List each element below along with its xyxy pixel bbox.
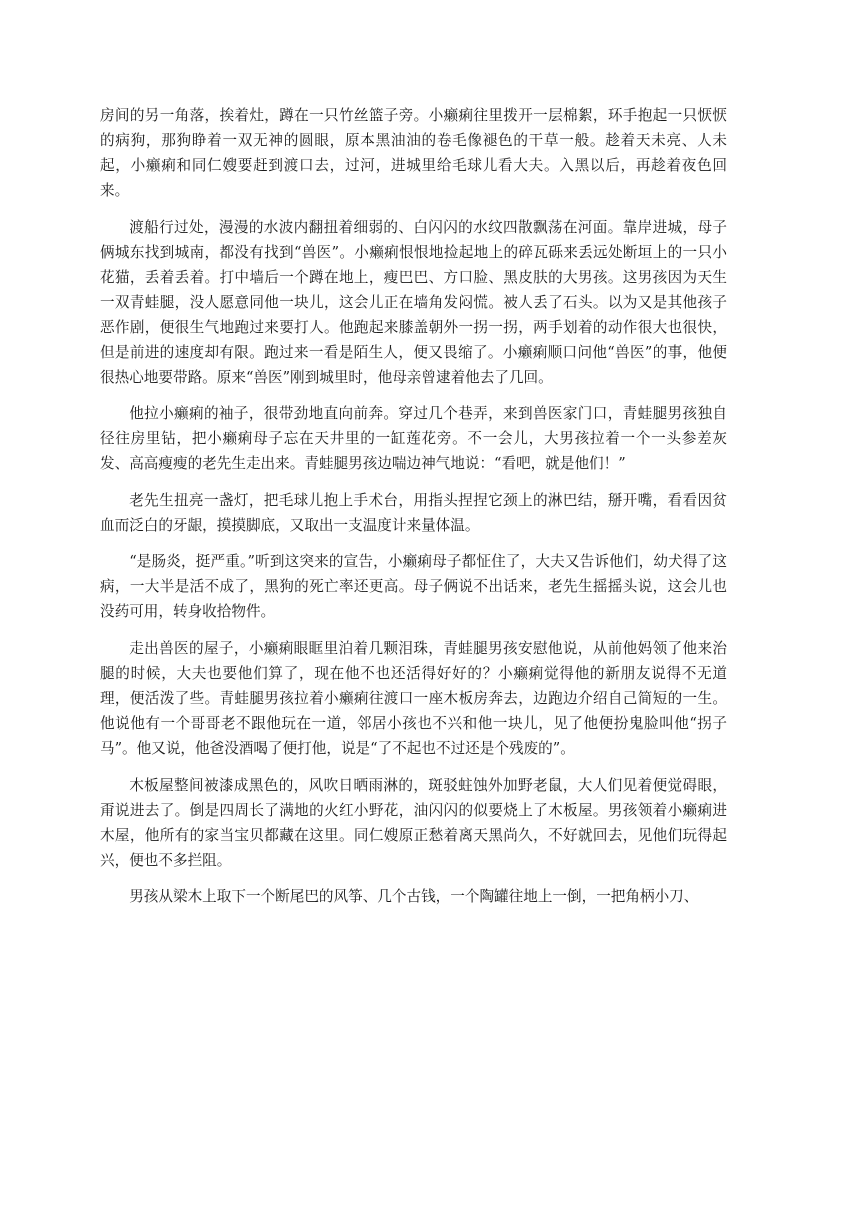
document-body: [100, 103, 727, 921]
paragraph-2: 渡船行过处，漫漫的水波内翻扭着细弱的、白闪闪的水纹四散飘荡在河面。靠岸进城，母子俩城东找到城南，都没有找到“兽医”。小癞痢恨恨地捡起地上的碎瓦砾来丢远处断垣上的一只小花猫，丢着丢着。打中墙后一个蹲在地上，瘦巴巴、方口脸、黑皮肤的大男孩。这男孩因为天生一双青蛙腿，没人愿意同他一块儿，这会儿正在墙角发闷慌。被人丢了石头。以为又是其他孩子恶作剧，便很生气地跑过来要打人。他跑起来膝盖朝外一拐一拐，两手划着的动作很大也很快，但是前进的速度却有限。跑过来一看是陌生人，便又畏缩了。小癞痢顺口问他“兽医”的事，他便很热心地要带路。原来“兽医”刚到城里时，他母亲曾逮着他去了几回。: [100, 218, 727, 386]
paragraph-3: 他拉小癞痢的袖子，很带劲地直向前奔。穿过几个巷弄，来到兽医家门口，青蛙腿男孩独自径往房里钻，把小癞痢母子忘在天井里的一缸莲花旁。不一会儿，大男孩拉着一个一头参差灰发、高高瘦瘦的老先生走出来。青蛙腿男孩边喘边神气地说：“看吧，就是他们！”: [100, 405, 727, 473]
paragraph-5: “是肠炎，挺严重。”听到这突来的宣告，小癞痢母子都怔住了，大夫又告诉他们，幼犬得了这病，一大半是活不成了，黑狗的死亡率还更高。母子俩说不出话来，老先生摇摇头说，这会儿也没药可用，转身收拾物件。: [100, 553, 727, 621]
paragraph-7: 木板屋整间被漆成黑色的，风吹日晒雨淋的，斑驳蛀蚀外加野老鼠，大人们见着便觉碍眼，甭说进去了。倒是四周长了满地的火红小野花，油闪闪的似要烧上了木板屋。男孩领着小癞痢进木屋，他所有的家当宝贝都藏在这里。同仁嫂原正愁着离天黑尚久，不好就回去，见他们玩得起兴，便也不多拦阻。: [100, 776, 727, 869]
paragraph-4: 老先生扭亮一盏灯，把毛球儿抱上手术台，用指头捏捏它颈上的淋巴结，掰开嘴，看看因贫血而泛白的牙龈，摸摸脚底，又取出一支温度计来量体温。: [100, 491, 727, 534]
paragraph-1: 房间的另一角落，挨着灶，蹲在一只竹丝篮子旁。小癞痢往里拨开一层棉絮，环手抱起一只恹恹的病狗，那狗睁着一双无神的圆眼，原本黑油油的卷毛像褪色的干草一般。趁着天未亮、人未起，小癞痢和同仁嫂要赶到渡口去，过河，进城里给毛球儿看大夫。入黑以后，再趁着夜色回来。: [100, 107, 727, 199]
paragraph-6: 走出兽医的屋子，小癞痢眼眶里泊着几颗泪珠，青蛙腿男孩安慰他说，从前他妈领了他来治腿的时候，大夫也要他们算了，现在他不也还活得好好的？小癞痢觉得他的新朋友说得不无道理，便活泼了些。青蛙腿男孩拉着小癞痢往渡口一座木板房奔去，边跑边介绍自己简短的一生。他说他有一个哥哥老不跟他玩在一道，邻居小孩也不兴和他一块儿，见了他便扮鬼脸叫他“拐子马”。他又说，他爸没酒喝了便打他，说是“了不起也不过还是个残废的”。: [100, 639, 727, 757]
paragraph-8: 男孩从梁木上取下一个断尾巴的风筝、几个古钱，一个陶罐往地上一倒，一把角柄小刀、: [129, 888, 699, 906]
